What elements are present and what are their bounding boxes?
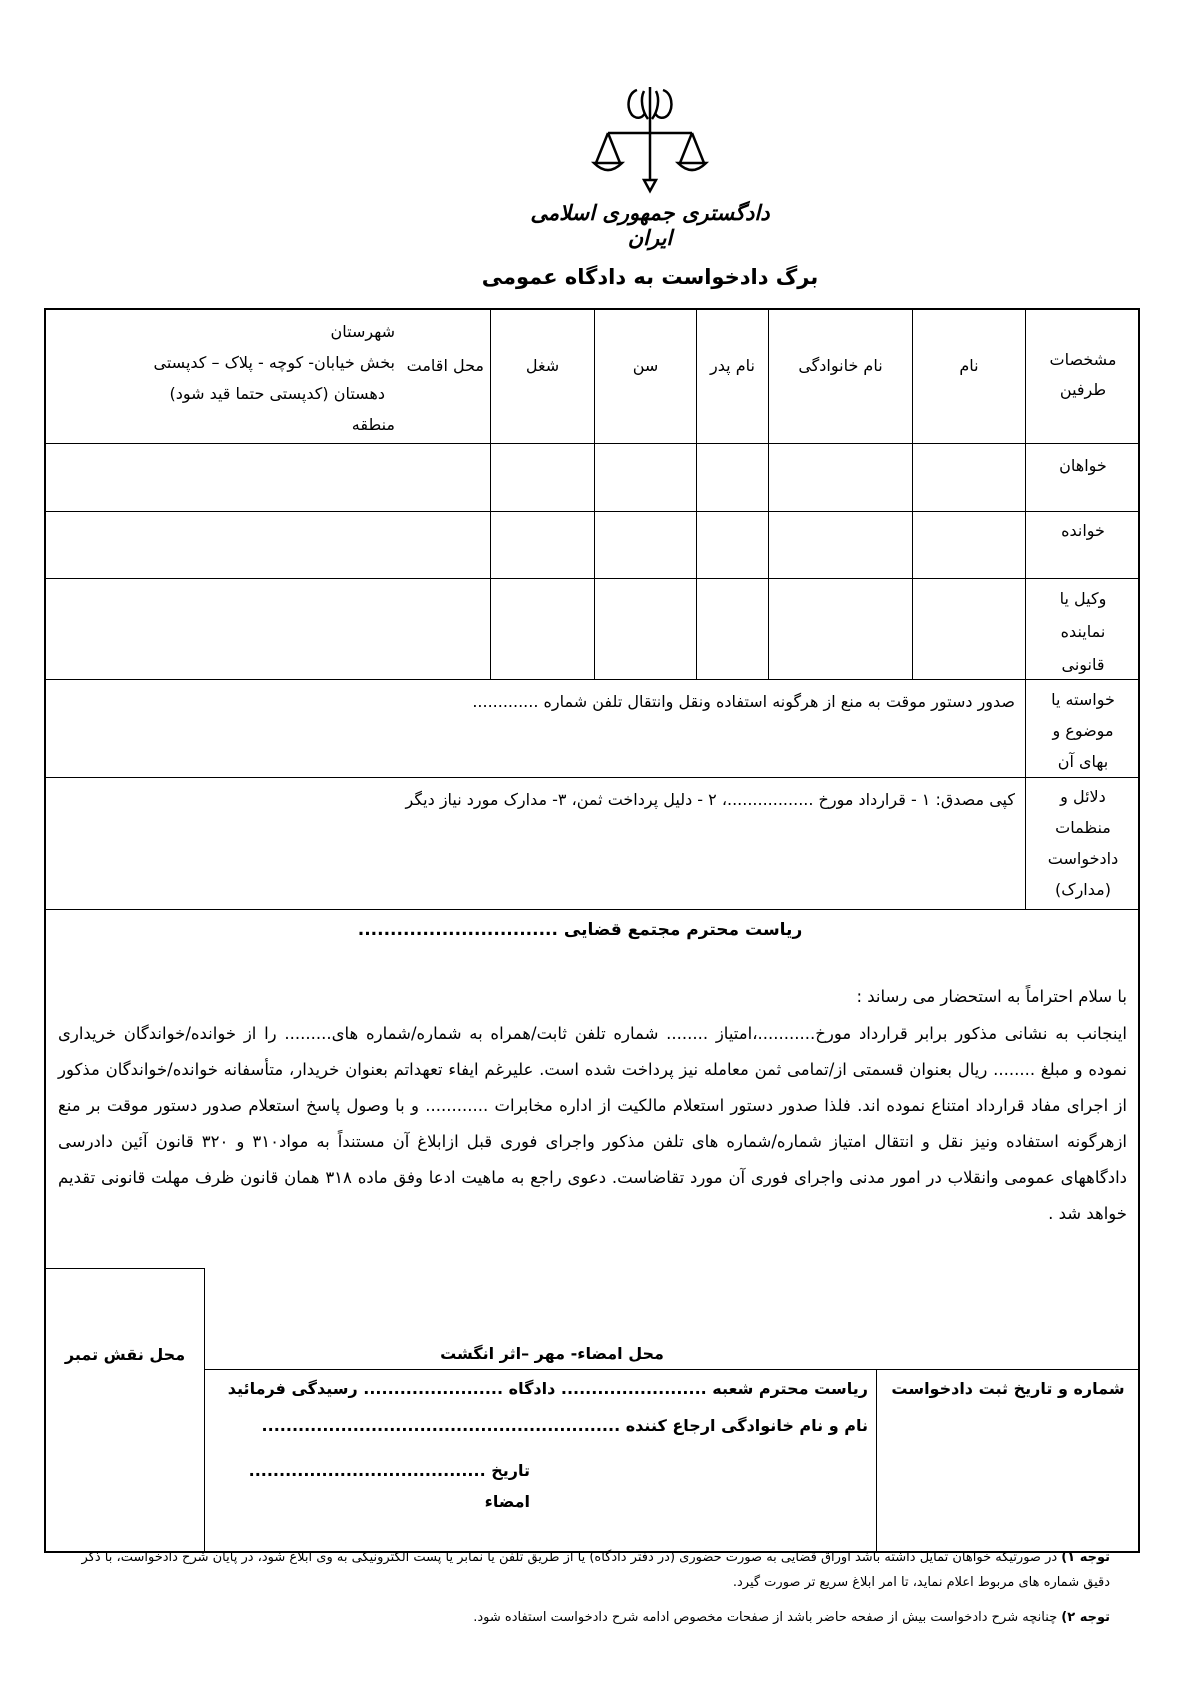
evidence-text[interactable]: کپی مصدق: ۱ - قرارداد مورخ .................، ۲ - دلیل پرداخت ثمن، ۳- مدارک مورد نیاز دیگر [405, 790, 1015, 809]
letter-body[interactable]: اینجانب به نشانی مذکور برابر قرارداد مورخ...........،امتیاز ........ شماره تلفن ثابت/همراه به شماره/شماره های......... را از خوانده/خواندگان خریداری نموده و مبلغ ........ ریال بعنوان قسمتی از/تمامی ثمن معامله نیز پرداخت شده است. علیرغم ایفاء تعهداتم بعنوان خریدار، متأسفانه خوانده/خواندگان مذکور از اجرای مفاد قرارداد امتناع نموده اند. فلذا صدور دستور استعلام مالکیت از اداره مخابرات ............ و با وصول پاسخ استعلام صدور دستور موقت بر منع ازهرگونه استفاده ونیز نقل و انتقال امتیاز شماره/شماره های تلفن مذکور واجرای فوری قبل ازابلاغ آن مستنداً به مواد۳۱۰ و ۳۲۰ قانون آئین دادرسی دادگاههای عمومی وانقلاب در امور مدنی واجرای فوری آن مورد تقاضاست. دعوی راجع به ماهیت ادعا وفق ماده ۳۱۸ همان قانون ظرف مهلت قانونی تقدیم خواهد شد . [58, 1024, 1128, 1223]
stamp-place-label: محل نقش تمبر [64, 1345, 186, 1364]
parties-label: مشخصات طرفین [1049, 350, 1117, 399]
referrer-name-line[interactable]: نام و نام خانوادگی ارجاع کننده ........................................................... [261, 1416, 868, 1435]
row-attorney: وکیل یا نماینده قانونی [1059, 589, 1107, 674]
plaintiff-fields[interactable] [46, 444, 1024, 510]
judiciary-logotype: دادگستری جمهوری اسلامی ایران [530, 200, 770, 250]
form-title: برگ دادخواست به دادگاه عمومی [481, 265, 819, 289]
column-family-name: نام خانوادگی [798, 356, 883, 375]
request-text[interactable]: صدور دستور موقت به منع از هرگونه استفاده ونقل وانتقال تلفن شماره ............. [472, 692, 1015, 711]
letter-greeting: با سلام احتراماً به استحضار می رساند : [856, 987, 1127, 1006]
iran-emblem-scales-icon [590, 85, 710, 200]
signature-place-label: محل امضاء- مهر –اثر انگشت [440, 1344, 664, 1363]
letter-salutation: ریاست محترم مجتمع قضایی ............................... [357, 920, 803, 940]
column-father-name: نام پدر [710, 356, 755, 375]
defendant-fields[interactable] [46, 512, 1024, 577]
column-residence: محل اقامت [406, 356, 484, 375]
address-hint: شهرستان بخش خیابان- کوچه - پلاک – کدپستی دهستان (کدپستی حتما قید شود) منطقه [153, 322, 395, 434]
column-job: شغل [525, 356, 560, 375]
attorney-fields[interactable] [46, 579, 1024, 678]
note-1: توجه ۱) در صورتیکه خواهان تمایل داشته باشد اوراق قضایی به صورت حضوری (در دفتر دادگاه) یا از طریق تلفن یا نمابر یا پست الکترونیکی به وی ابلاغ شود، در پایان شرح دادخواست، با ذکر دقیق شماره های مربوط اعلام نماید، تا امر ابلاغ سریع تر صورت گیرد. [81, 1550, 1110, 1590]
note-2: توجه ۲) چنانچه شرح دادخواست بیش از صفحه حاضر باشد از صفحات مخصوص ادامه شرح دادخواست استفاده شود. [473, 1610, 1110, 1625]
referral-line[interactable]: ریاست محترم شعبه ........................ دادگاه ....................... رسیدگی فرمائید [227, 1379, 868, 1398]
evidence-label: دلائل و منظمات دادخواست (مدارک) [1047, 787, 1119, 899]
column-name: نام [959, 356, 979, 375]
request-label: خواسته یا موضوع و بهای آن [1051, 690, 1115, 771]
row-defendant: خوانده [1061, 521, 1105, 540]
row-plaintiff: خواهان [1059, 456, 1107, 475]
registration-label: شماره و تاریخ ثبت دادخواست [891, 1379, 1125, 1398]
date-sign-line[interactable]: تاریخ ....................................... امضاء [248, 1461, 530, 1511]
column-age: سن [632, 356, 659, 375]
